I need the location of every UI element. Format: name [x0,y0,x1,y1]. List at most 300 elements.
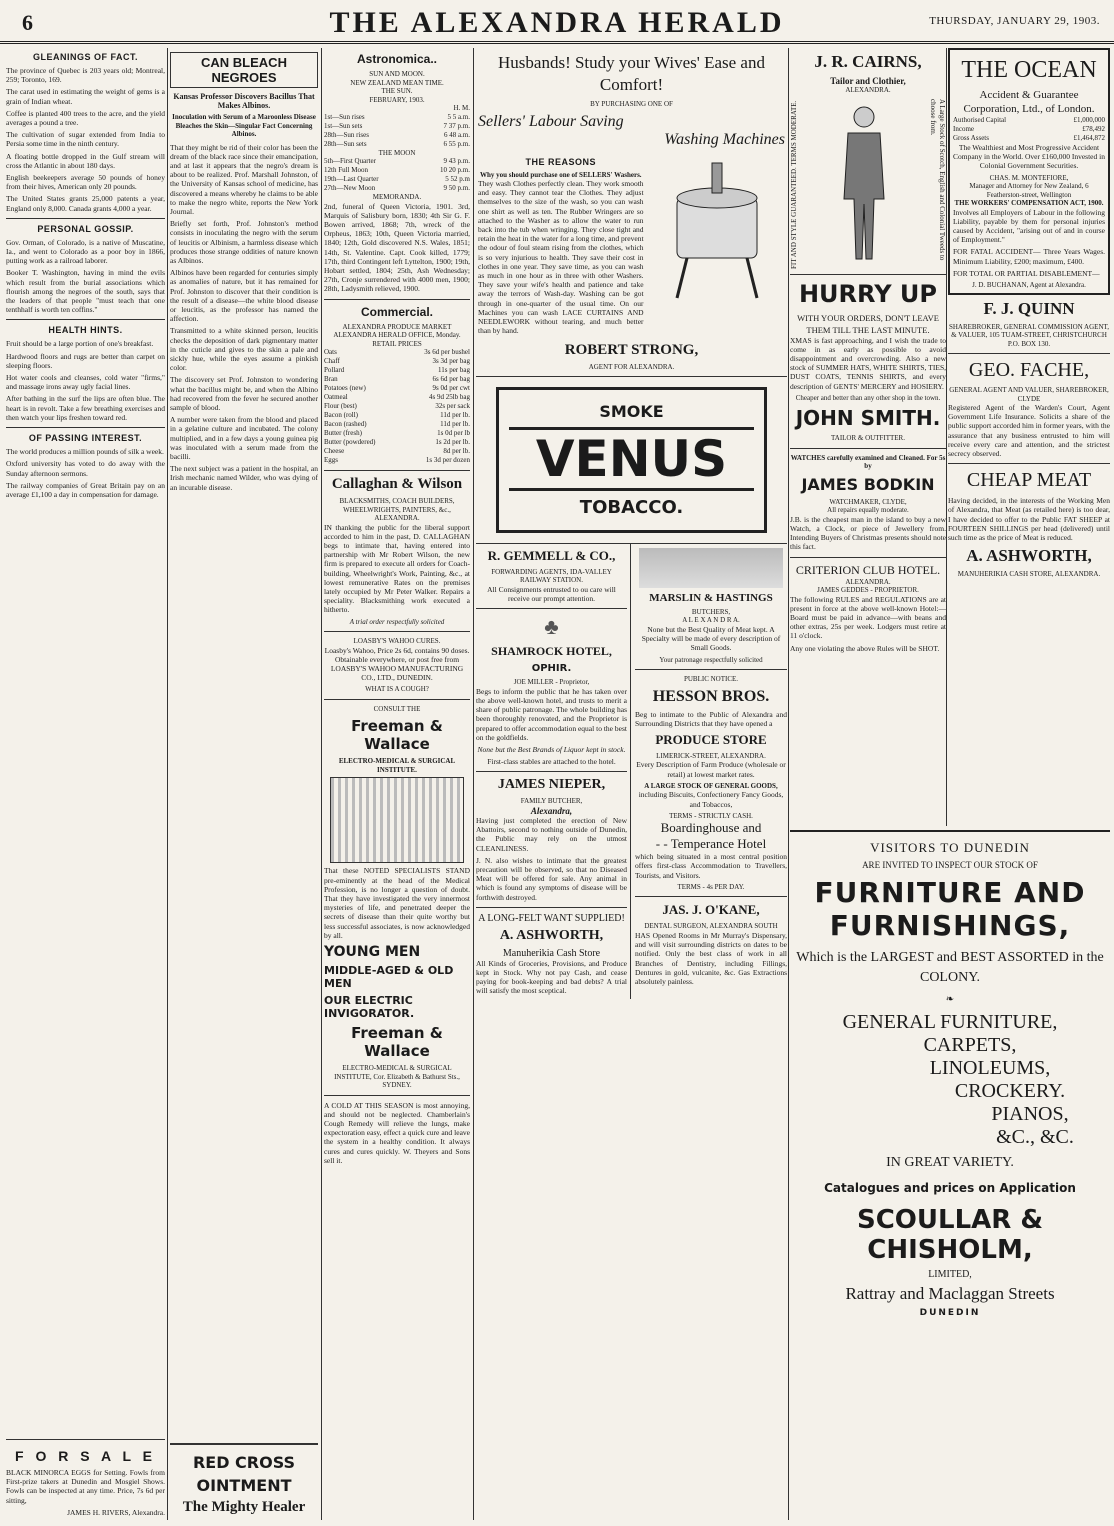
hurry-up-heading: HURRY UP [798,279,938,308]
lower-ads-row [476,543,787,999]
watchmaker-label: WATCHMAKER, CLYDE, [829,497,907,506]
sun-time-row [324,122,470,131]
workers-body: Involves all Employers of Labour in the following Liability, payable by them for personal injuries caused by Accident, "arising out of and in course of Employment." [953,207,1105,245]
mighty-healer: The Mighty Healer [182,1499,306,1515]
divider [476,608,627,609]
article-paragraph: Hot water cools and cleanses, cold water "firms," and massage irons away ugly facial lines. [6,373,165,392]
price-row-cell: 11d per lb. [440,420,470,429]
reasons-block [478,153,644,339]
bleach-subhead: Kansas Professor Discovers Bacillus That Makes Albinos. [173,92,315,110]
capital-row-cell: £78,492 [1082,125,1105,133]
ashworth-heading-2: A. ASHWORTH, [966,546,1092,566]
general-furniture: GENERAL FURNITURE, [842,1011,1058,1033]
price-row-cell: Bacon (roll) [324,411,359,420]
ashworth-body: All Kinds of Groceries, Provisions, and Produce kept in Stock. Why not pay Cash, and cease paying for book-keeping and bad debts? A trial will satisfy the most sceptical. [476,958,627,996]
column-gleanings [6,48,165,1520]
article-paragraph: The railway companies of Great Britain pay on an average £1,100 a day in compensation for damage. [6,480,165,499]
sun-time-row-cell: 7 37 p.m. [443,121,470,130]
moon-time-row-cell: 9 43 p.m. [443,157,470,165]
article-paragraph: English beekeepers average 50 pounds of honey from their hives, American only 20 pounds. [6,173,165,192]
liquor-note: None but the Best Brands of Liquor kept in stock. [477,745,626,755]
sun-time-row-cell: 28th—Sun rises [324,130,369,139]
newspaper-title: THE ALEXANDRA HERALD [329,6,785,39]
institute-building-illustration [330,777,464,863]
scoullar-chisholm-ad [790,830,1110,1520]
article-paragraph: After bathing in the surf the lips are often blue. The heart is in revolt. Take a few breathing exercises and then watch your lips freshen toward red. [6,394,165,422]
divider [324,631,470,632]
column-rule [321,48,322,1520]
masthead [0,0,1114,44]
hesson-body: Beg to intimate to the Public of Alexandra and Surrounding Districts that they have opened a [635,709,787,728]
gleanings-heading: GLEANINGS OF FACT. [32,52,138,62]
marslin-heading: MARSLIN & HASTINGS [649,591,773,604]
criterion-shot: Any one violating the above Rules will be SHOT. [790,643,940,653]
limited-label: LIMITED, [928,1269,972,1280]
why-label: Why you should purchase one of SELLERS' Washers. [479,170,642,179]
moon-time-row-cell: 5 52 p.m [445,175,470,183]
capital-row [953,125,1105,134]
moon-times [324,157,470,193]
bodkin-body: J.B. is the cheapest man in the island to buy a new Watch, a Clock, or piece of Jewellery from. Intending Buyers of Christmas presents should note this fact. [790,514,946,552]
article-paragraph: A floating bottle dropped in the Gulf stream will cross the Atlantic in about 180 days. [6,151,165,170]
washer-row [478,153,785,339]
callaghan-trial: A trial order respectfully solicited [349,617,445,626]
criterion-town: ALEXANDRA. [845,577,891,586]
passing-interest-heading: OF PASSING INTEREST. [28,433,143,444]
moon-time-row [324,157,470,166]
scoullar-heading: SCOULLAR & CHISHOLM, [856,1205,1044,1265]
fache-body: Registered Agent of the Warden's Court, Agent Government Life Insurance. Solicits a share of the public support accorded him in former years, with the assurance that any business entrusted to him will receive every care and attention, and the strictest secrecy observed. [948,403,1110,459]
article-paragraph: Oxford university has voted to do away with the Sunday afternoon sermons. [6,459,165,478]
furnishings-heading: FURNISHINGS, [829,909,1071,942]
column-bleach [170,48,318,1520]
freeman-wallace-body: That these NOTED SPECIALISTS STAND pre-eminently at the head of the Medical Profession, is no longer a question of doubt. That they have investigated the very innermost mysteries of life, and penetrated deeper the secrets of disease than their quite worthy but less successful associates, is now acknowledged by all. [324,866,470,940]
gemmell-heading: R. GEMMELL & CO., [487,547,616,563]
column-insurance [948,48,1110,826]
lower-right-ads [631,544,787,999]
sun-time-row [324,113,470,122]
tweed-stock-note: A Large Stock of Scotch, English and Colonial Tweeds to choose from. [929,98,946,260]
wealthiest-note: The Wealthiest and Most Progressive Accident Company in the World. Over £160,000 Invested in Colonial Government Securities. [953,143,1105,171]
ocean-subhead: Accident & Guarantee Corporation, Ltd., of London. [963,89,1095,115]
sellers-washer-ad [476,48,787,377]
sun-time-row-cell: 6 55 p.m. [443,139,470,148]
price-row [324,348,470,357]
article-paragraph: The United States grants 25,000 patents a year, England only 8,000. Canada grants 4,000 a year. [6,194,165,213]
price-row-cell: 32s per sack [435,402,470,411]
article-paragraph: The carat used in estimating the weight of gems is a grain of Indian wheat. [6,87,165,106]
price-row-cell: Butter (powdered) [324,438,376,447]
divider [948,463,1110,464]
sun-time-row [324,131,470,140]
fache-heading: GEO. FACHE, [968,359,1090,382]
smoke-label: SMOKE [599,401,664,421]
moon-time-row [324,166,470,175]
red-cross-heading: RED CROSS [192,1453,296,1472]
article-paragraph: The cultivation of sugar extended from India to Persia some time in the ninth century. [6,130,165,149]
sun-time-row-cell: 6 48 a.m. [443,130,470,139]
article-paragraph: Hardwood floors and rugs are better than carpet on sleeping floors. [6,351,165,370]
freeman-wallace-heading-2: Freeman & Wallace [351,1024,443,1060]
hesson-heading: HESSON BROS. [652,687,770,705]
column-astronomical [324,48,470,1520]
divider [6,218,165,219]
miller-body: Begs to inform the public that he has taken over the above well-known hotel, and trusts to merit a share of public patronage. The whole building has been thoroughly renovated, and the Proprietor is prepared to offer accommodation equal to the best on the goldfields. [476,686,627,742]
price-row [324,402,470,411]
partial-note: FOR TOTAL OR PARTIAL DISABLEMENT— [953,268,1100,278]
price-row-cell: 1s 0d per lb [437,429,470,438]
sun-time-row-cell: 5 5 a.m. [447,112,470,121]
nieper-body-2: J. N. also wishes to intimate that the greatest precaution will be observed, so that no Diseased Meat will be offered for sale. Any animal in which is found any symptoms of disease will be forthwith destroyed. [476,855,627,902]
large-stock-body: including Biscuits, Confectionery Fancy Goods, and Tobaccos, [638,790,784,809]
shamrock-heading: SHAMROCK HOTEL, [491,644,612,659]
watches-label: WATCHES carefully examined and Cleaned. For 5s by [790,453,946,471]
price-row [324,366,470,375]
moon-time-row-cell: 19th—Last Quarter [324,175,379,183]
family-butcher: FAMILY BUTCHER, [520,797,583,806]
price-row [324,429,470,438]
marslin-patronage: Your patronage respectfully solicited [659,655,763,664]
miller-label: JOE MILLER - Proprietor, [513,678,590,687]
manuherikia-label: Manuherikia Cash Store [502,947,601,959]
for-sale-heading: F O R S A L E [15,1447,156,1464]
large-stock: A LARGE STOCK OF GENERAL GOODS, [644,781,778,790]
price-row-cell: 9s 0d per cwt [432,384,470,393]
divider [790,274,946,275]
retail-label: RETAIL PRICES [372,339,422,348]
price-row-cell: Butter (fresh) [324,429,362,438]
commercial-heading: Commercial. [360,304,434,319]
catalogues-label: Catalogues and prices on Application [824,1181,1076,1195]
capital-row-cell: Authorised Capital [953,116,1007,124]
moon-time-row [324,175,470,184]
stables-note: First-class stables are attached to the hotel. [487,757,616,767]
hm-label: H. M. [453,104,470,112]
divider [790,557,946,558]
nieper-heading: JAMES NIEPER, [497,777,606,793]
cheaper-label: Cheaper and better than any other shop in the town. [795,393,941,402]
freeman-wallace-address: ELECTRO-MEDICAL & SURGICAL INSTITUTE, Cor. Elizabeth & Bathurst Sts., SYDNEY. [334,1064,460,1089]
office-label: ALEXANDRA HERALD OFFICE, Monday. [333,331,461,340]
etc-label: &C., &C. [996,1126,1074,1148]
article-paragraph: Transmitted to a white skinned person, leucitis checks the deposition of dark pigmentary matter in the cuticle and gives to the skin a pale and sickly hue, while the eyes assume a pinkish color. [170,326,318,373]
sun-time-row-cell: 28th—Sun sets [324,139,367,148]
consult-label: CONSULT THE [373,704,421,713]
price-row [324,357,470,366]
price-row-cell: Flour (best) [324,402,357,411]
variety-label: IN GREAT VARIETY. [886,1155,1014,1170]
visitors-heading: VISITORS TO DUNEDIN [870,840,1030,855]
sun-time-row-cell: 1st—Sun rises [324,112,365,121]
husbands-headline: Husbands! Study your Wives' Ease and Comfort! [498,53,765,94]
wahoo-body: Loasby's Wahoo, Price 2s 6d, contains 90 doses. Obtainable everywhere, or post free from LOASBY'S WAHOO MANUFACTURING CO., LTD., DUNEDIN. [324,645,470,683]
pianos-label: PIANOS, [991,1103,1069,1125]
capital-row [953,116,1105,125]
ornament-divider: ❧ [945,994,955,1005]
wahoo-heading: LOASBY'S WAHOO CURES. [353,637,441,646]
price-row-cell: Potatoes (new) [324,384,366,393]
moon-time-row-cell: 9 50 p.m. [443,184,470,192]
divider [948,353,1110,354]
venus-label: VENUS [509,427,754,491]
largest-line: Which is the LARGEST and BEST ASSORTED in the COLONY. [796,950,1104,985]
memoranda-body: 2nd, funeral of Queen Victoria, 1901. 3rd, Marquis of Salisbury born, 1830; 4th Sir G. F. Bowen arrived, 1868; 7th, wreck of the Orpheus, 1863; 10th, Queen Victoria married, 1840; 12th, Gold discovered N.S. Wales, 1851; 14th, St. Valentine. Capt. Cook killed, 1779; 17th, third Contingent left Lyttelton, 1900; 19th, Hobart settled, 1804; 25th, Ash Wednesday; 27th, Cronje surrendered with 4000 men, 1900; 28th, Ladysmith relieved, 1900. [324,201,470,294]
quinn-subhead: SHAREBROKER, GENERAL COMMISSION AGENT, & VALUER, 105 TUAM-STREET, CHRISTCHURCH [948,322,1110,340]
column-tailors [790,48,946,826]
price-row-cell: Oats [324,348,337,357]
price-row [324,438,470,447]
workers-heading: THE WORKERS' COMPENSATION ACT, 1900. [954,199,1104,208]
boarding-heading: Boardinghouse and [660,820,762,836]
shamrock-icon: ♣ [544,614,559,640]
sun-label: THE SUN. [381,87,413,95]
divider [324,1095,470,1096]
price-row-cell: 4s 9d 25lb bag [428,393,470,402]
reasons-heading: THE REASONS [525,156,597,167]
purchasing-line: BY PURCHASING ONE OF [590,100,673,108]
price-row-cell: 11d per lb. [440,411,470,420]
gemmell-body: All Consignments entrusted to ou care will receive our prompt attention. [487,584,616,604]
hurry-subhead: WITH YOUR ORDERS, DON'T LEAVE THEM TILL THE LAST MINUTE. [797,312,939,335]
john-smith-heading: JOHN SMITH. [795,406,941,431]
article-paragraph: Booker T. Washington, having in mind the evils which result from the burial associations which flourish among the negroes of the south, says that the leaders of that people "must teach that one tenthhalf is worth ten coffins." [6,268,165,315]
cold-notice: A COLD AT THIS SEASON is most annoying, and should not be neglected. Chamberlain's Cough Remedy will relieve the lungs, make expectoration easy, effect a quick cure and leave the system in a healthy condition. It always cures and cures quickly. W. Theyers and Sons sell it. [324,1100,470,1165]
carpets-label: CARPETS, [923,1034,1017,1056]
washing-title: Washing Machines [664,130,785,148]
butchers-label: BUTCHERS, [691,607,731,616]
for-sale-ad [6,1439,165,1520]
price-row-cell: Cheese [324,447,345,456]
venus-tobacco-ad [496,387,767,533]
gemmell-subhead: FORWARDING AGENTS, IDA-VALLEY RAILWAY STATION. [491,567,612,585]
price-row-cell: Bran [324,375,338,384]
memoranda-label: MEMORANDA. [372,193,422,201]
tobacco-label: TOBACCO. [579,496,684,518]
price-row-cell: 6s 6d per bag [432,375,470,384]
temperance-heading: - - Temperance Hotel [655,836,767,852]
terms-cash: TERMS - STRICTLY CASH. [669,811,753,820]
sun-time-row-cell: 1st—Sun sets [324,121,363,130]
divider [6,319,165,320]
ocean-heading: THE OCEAN [961,57,1097,83]
young-men-heading: YOUNG MEN [324,944,421,960]
ophir-label: OPHIR. [531,663,572,675]
robert-strong: ROBERT STRONG, [564,342,699,359]
lower-left-ads [476,544,631,999]
moon-time-row [324,184,470,193]
alexandra-label: A L E X A N D R A. [682,616,740,625]
temperance-body: which being situated in a most central position offers first-class Accommodation to Travellers, Tourists, and Visitors. [635,852,787,880]
issue-date: THURSDAY, JANUARY 29, 1903. [929,15,1100,27]
moon-time-row-cell: 12th Full Moon [324,166,368,174]
criterion-rules: The following RULES and REGULATIONS are at present in force at the above well-known Hotel:— Board must be paid in advance—with beans and other extras, 25s per week. Lodgers must retire at 11 o'clock. [790,594,946,641]
dental-label: DENTAL SURGEON, ALEXANDRA SOUTH [644,922,778,931]
market-label: ALEXANDRA PRODUCE MARKET [342,322,452,331]
quinn-box: P.O. BOX 130. [1007,339,1051,348]
moon-time-row-cell: 27th—New Moon [324,184,376,192]
cheap-meat-heading: CHEAP MEAT [966,469,1092,492]
quinn-heading: F. J. QUINN [983,298,1075,318]
divider [6,427,165,428]
divider [324,699,470,700]
article-paragraph: The discovery set Prof. Johnston to wondering what the bacillus might be, and when the Albino had recovered from the fever he secured another sample of blood. [170,375,318,412]
month-label: FEBRUARY, 1903. [369,95,425,104]
divider [635,896,787,897]
price-row [324,393,470,402]
price-row-cell: 3s 3d per bag [432,357,470,366]
fatal-note: FOR FATAL ACCIDENT— Three Years Wages. Minimum Liability, £200; maximum, £400. [953,247,1105,266]
for-sale-signature: JAMES H. RIVERS, Alexandra. [67,1507,165,1517]
manager-label: Manager and Attorney for New Zealand, 6 Featherston-street, Wellington [969,182,1089,199]
article-paragraph: The province of Quebec is 203 years old; Montreal, 259; Toronto, 169. [6,66,165,85]
nieper-town: Alexandra, [530,805,573,816]
electric-invigorator: OUR ELECTRIC INVIGORATOR. [324,994,415,1020]
invited-line: ARE INVITED TO INSPECT OUR STOCK OF [862,860,1038,870]
article-paragraph: The world produces a million pounds of silk a week. [6,447,164,457]
health-hints-heading: HEALTH HINTS. [48,325,123,336]
price-row [324,456,470,465]
crockery-label: CROCKERY. [954,1080,1066,1102]
price-row [324,384,470,393]
fache-subhead: GENERAL AGENT AND VALUER, SHAREBROKER, CLYDE [949,386,1109,403]
capital-row-cell: Gross Assets [953,134,989,142]
column-rule [788,48,789,1520]
article-paragraph: A number were taken from the blood and placed in a gelatine culture and incubated. The colony multiplied, and in a few days a young guinea pig was inoculated with a serum made from the bacilli. [170,415,318,461]
personal-gossip-heading: PERSONAL GOSSIP. [37,223,134,234]
reasons-body: They wash Clothes perfectly clean. They work smooth and easy. They cannot tear the Clothes. They adjust themselves to the size of the wash, so you can wash one shirt as well as ten. The Rubber Wringers are so attached to the Washer as to allow the water to run back into the tub when wringing. They close tight and retain the heat in the water for a long time, and prevent the odour of foul steam rising from the clothes, which is so very injurious to health. They save their cost in clothes in one year. They save time, as you can wash as much in one hour as in three with other Washers. They save your wife's health and patience and take away the terrors of Wash-day. Washing can be got through in one-quarter of the usual time. On our Machines you can wash LACE CURTAINS AND NEEDLEWORK without tearing, and much better than by hand. [478,179,644,336]
ashworth-subhead-2: MANUHERIKIA CASH STORE, ALEXANDRA. [957,570,1101,579]
mean-time-label: NEW ZEALAND MEAN TIME. [350,78,444,87]
price-row [324,420,470,429]
price-row-cell: 1s 2d per lb. [435,438,470,447]
capital-table [953,116,1105,143]
price-row-cell: 11s per bag [437,366,470,375]
callaghan-subhead: BLACKSMITHS, COACH BUILDERS, WHEELWRIGHTS, PAINTERS, &c., ALEXANDRA. [339,497,455,523]
divider [635,669,787,670]
gentleman-figure-icon [834,99,894,269]
page-number: 6 [22,10,33,35]
xmas-body: XMAS is fast approaching, and I wish the trade to come in as early as possible to avoid disappointment and overcrowding. Also a new stock of SUMMER HATS, WHITE SHIRTS, TIES, DUST COATS, TENNIS SHIRTS, and every description of GENTS' MERCERY and HOSIERY. [790,335,946,391]
freeman-wallace-subhead: ELECTRO-MEDICAL & SURGICAL INSTITUTE. [338,757,456,774]
produce-store: PRODUCE STORE [655,731,767,747]
streets-label: Rattray and Maclaggan Streets [845,1284,1055,1303]
article-paragraph: That they might be rid of their color has been the dream of the black race since their emancipation, and at last it appears that the negro's dream is about to be realized. Prof. Marshall Johnston, of the University of Kansas school of medicine, has discovered a means whereby he claims to be able to make the negro white, reports the New York Journal. [170,142,318,216]
furniture-heading: FURNITURE AND [814,876,1086,909]
marslin-body: None but the Best Quality of Meat kept. A Specialty will be made of every description of Small Goods. [641,624,781,653]
bleach-subhead-2: Inoculation with Serum of a Maroonless Disease Bleaches the Skin—Singular Fact Concerning Albinos. [172,113,316,138]
longfelt-heading: A LONG-FELT WANT SUPPLIED! [478,912,625,924]
washer-illustration [650,153,785,339]
bodkin-heading: JAMES BODKIN [801,474,935,494]
price-row [324,375,470,384]
cairns-town: ALEXANDRA. [845,86,891,94]
ointment-heading: OINTMENT [196,1476,292,1495]
bleach-headline: CAN BLEACH NEGROES [170,52,318,88]
sun-moon-label: SUN AND MOON. [369,70,425,78]
capital-row [953,134,1105,143]
sun-times [324,113,470,149]
capital-row-cell: £1,000,000 [1073,116,1105,124]
moon-time-row-cell: 10 20 p.m. [440,166,470,174]
for-sale-body: BLACK MINORCA EGGS for Setting. Fowls from First-prize takers at Dunedin and Mosgiel Shows. Fowls can be inspected at any time. Price, 7s 6d per sitting, [6,1467,165,1505]
article-paragraph: The next subject was a patient in the hospital, an Irish mechanic named Wilder, who was dying of an incurable disease. [170,464,318,492]
limerick-body: Every Description of Farm Produce (wholesale or retail) at lowest market rates. [636,760,786,779]
linoleums-label: LINOLEUMS, [929,1057,1051,1079]
price-row-cell: Bacon (rashed) [324,420,367,429]
okane-body: HAS Opened Rooms in Mr Murray's Dispensary, and will visit surrounding districts on dates to be notified. Only the best class of work in all Branches of Dentistry, including Fillings, Dentures in gold, vulcanite, &c. Gas Extractions absolutely painless. [635,930,787,986]
column-rule [946,48,947,826]
montefiore-label: CHAS. M. MONTEFIORE, [989,173,1069,182]
middle-aged-heading: MIDDLE-AGED & OLD MEN [324,964,454,990]
callaghan-heading: Callaghan & Wilson [331,476,463,493]
criterion-heading: CRITERION CLUB HOTEL. [795,562,941,577]
price-row-cell: Chaff [324,357,340,366]
price-row-cell: 3s 6d per bushel [424,348,470,357]
tailor-label: Tailor and Clothier, [830,76,906,86]
ashworth-heading: A. ASHWORTH, [499,927,604,943]
cairns-heading: J. R. CAIRNS, [814,52,922,71]
article-paragraph: Fruit should be a large portion of one's breakfast. [6,339,154,349]
sun-time-row [324,140,470,149]
divider [324,299,470,300]
moon-label: THE MOON [378,148,416,157]
divider [476,907,627,908]
price-row-cell: 8d per lb. [443,447,470,456]
article-paragraph: Briefly set forth, Prof. Johnston's method consists in inoculating the negro with the serum of leucitis or Albinism, a harmless disease which produces those strange oddities of nature known as Albinos. [170,219,318,265]
cheap-meat-body: Having decided, in the interests of the Working Men of Alexandra, that Meat (as retailed here) is too dear, I have decided to offer to the Public FAT SHEEP at FOURTEEN SHILLINGS per head (delivered) until such time as the price of Meat is reduced. [948,496,1110,543]
sellers-title: Sellers' Labour Saving [478,112,624,130]
divider [324,470,470,471]
ocean-ad [948,48,1110,295]
price-row-cell: Oatmeal [324,393,348,402]
washing-machine-icon [652,153,782,303]
outfitter-label: TAILOR & OUTFITTER. [831,434,905,443]
column-rule [167,48,168,1520]
price-row [324,411,470,420]
price-list [324,348,470,465]
article-paragraph: Albinos have been regarded for centuries simply as anomalies of nature, but it has remained for Prof. Johnston to discover that their condition is the result of a disease—the white blood disease or leucitis, as the professor has named the affection. [170,268,318,324]
limerick-street: LIMERICK-STREET, ALEXANDRA. [656,751,766,760]
cough-label: WHAT IS A COUGH? [365,685,429,694]
capital-row-cell: Income [953,125,974,133]
capital-row-cell: £1,464,872 [1073,134,1105,142]
article-paragraph: Coffee is planted 400 trees to the acre, and the yield averages a pound a tree. [6,108,165,128]
price-row-cell: Eggs [324,456,338,465]
repairs-label: All repairs equally moderate. [827,506,909,515]
freeman-wallace-heading: Freeman & Wallace [351,717,443,754]
buchanan-label: J. D. BUCHANAN, Agent at Alexandra. [972,281,1086,290]
cairns-figure-row [790,99,946,269]
public-notice: PUBLIC NOTICE. [683,675,739,684]
fit-style-note: FIT AND STYLE GUARANTEED. TERMS MODERATE. [790,100,798,269]
price-row [324,447,470,456]
column-rule [473,48,474,1520]
cattle-illustration [639,548,783,588]
per-day: TERMS - 4s PER DAY. [677,882,745,891]
geddes-label: JAMES GEDDES - PROPRIETOR. [817,586,919,595]
callaghan-body: IN thanking the public for the liberal support accorded to him in the past, D. CALLAGHAN begs to intimate that, having entered into partnership with Mr Robert Wilson, the new firm is prepared to execute all orders for Coach-building, Wheelwright's Work, Painting, &c., at lowest remunerative Rates on the premises lately occupied by Mr Peter Walker. Repairs a speciality. Blacksmithing work executed a hitherto. [324,522,470,615]
column-washing [476,48,787,1520]
red-cross-ad [170,1443,318,1520]
agent-label: AGENT FOR ALEXANDRA. [588,363,675,372]
okane-heading: JAS. J. O'KANE, [662,902,760,918]
dunedin-label: DUNEDIN [919,1308,981,1318]
price-row-cell: Pollard [324,366,345,375]
moon-time-row-cell: 5th—First Quarter [324,157,376,165]
astronomical-heading: Astronomica.. [356,52,437,66]
divider [476,771,627,772]
nieper-body: Having just completed the erection of New Abattoirs, second to nothing outside of Dunedin, the Public may rely on the utmost CLEANLINESS. [476,815,627,853]
